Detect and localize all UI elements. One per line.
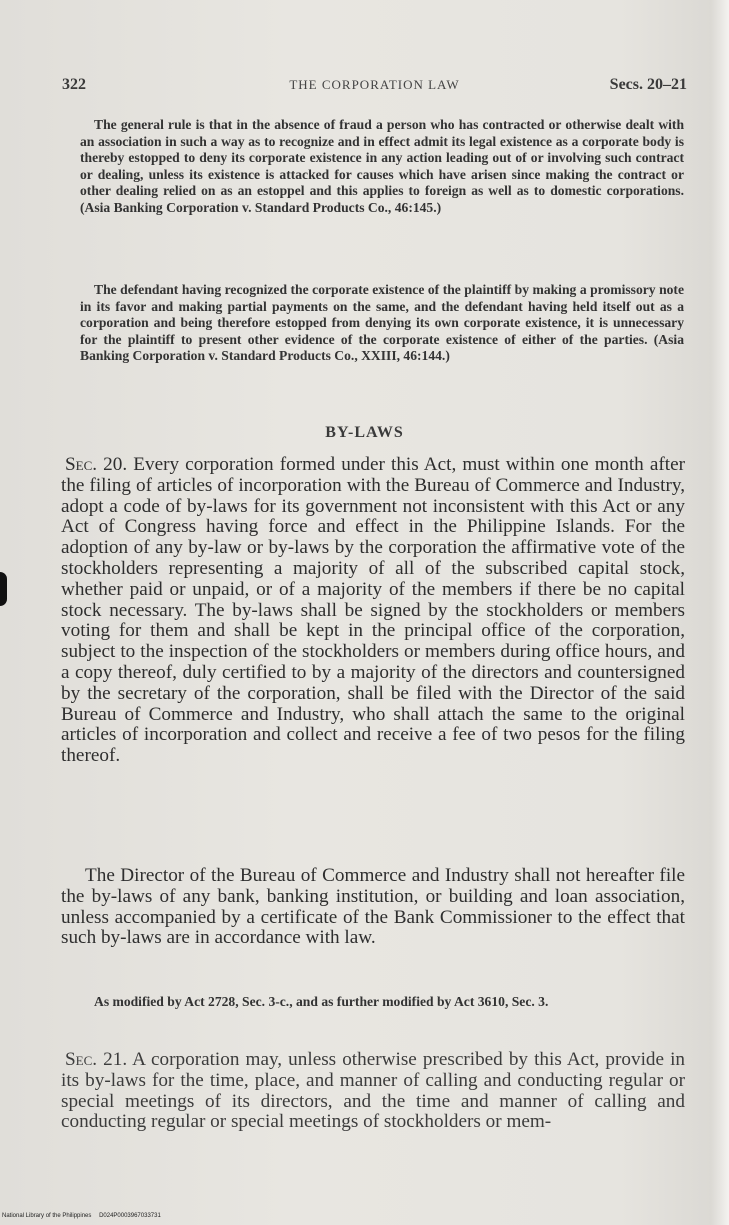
section-20-paragraph bbox=[61, 455, 685, 767]
footer-code: D024P0003967033731 bbox=[99, 1213, 161, 1219]
scan-footer bbox=[2, 1213, 161, 1219]
section-20-paragraph-2: The Director of the Bureau of Commerce and Industry shall not hereafter file the by-laws of any bank, banking institution, or building and loan association, unless accompanied by a certificate of the Bank Commissioner to the effect that such by-laws are in accordance with law. bbox=[61, 865, 685, 949]
amendment-note: As modified by Act 2728, Sec. 3-c., and as further modified by Act 3610, Sec. 3. bbox=[94, 994, 549, 1009]
section-21-label: Sec. 21. bbox=[65, 1049, 128, 1070]
annotation-paragraph-1: The general rule is that in the absence of fraud a person who has contracted or otherwise dealt with an association in such a way as to recognize and in effect admit its legal existence as a corporate body is thereby estopped to deny its corporate existence in any action leading out of or involving such contract or dealing, unless its existence is attacked for causes which have arisen since making the contract or other dealing relied on as an estoppel and this applies to foreign as well as to domestic corporations. (Asia Banking Corporation v. Standard Products Co., 46:145.) bbox=[80, 117, 684, 215]
section-21-paragraph bbox=[61, 1050, 685, 1133]
section-20-label: Sec. 20. bbox=[65, 454, 128, 475]
section-range: Secs. 20–21 bbox=[609, 76, 687, 93]
running-title: THE CORPORATION LAW bbox=[289, 77, 460, 92]
section-21-text: A corporation may, unless otherwise prescribed by this Act, provide in its by-laws for the time, place, and manner of calling and conducting regular or special meetings of its directors, and the time and manner of calling and conducting regular or special meetings of stockholders or mem- bbox=[61, 1049, 685, 1133]
page-number: 322 bbox=[62, 76, 86, 93]
section-20-text: Every corporation formed under this Act, must within one month after the filing of articles of incorporation with the Bureau of Commerce and Industry, adopt a code of by-laws for its government not inconsistent with this Act or any Act of Congress having force and effect in the Philippine Islands. For the adoption of any by-law or by-laws by the corporation the affirmative vote of the stockholders representing a majority of all of the subscribed capital stock, whether paid or unpaid, or of a majority of the members if there be no capital stock necessary. The by-laws shall be signed by the stockholders or members voting for them and shall be kept in the principal office of the corporation, subject to the inspection of the stockholders or members during office hours, and a copy thereof, duly certified to by a majority of the directors and countersigned by the secretary of the corporation, shall be filed with the Director of the said Bureau of Commerce and Industry, who shall attach the same to the original articles of incorporation and collect and receive a fee of two pesos for the filing thereof. bbox=[61, 454, 685, 767]
page-header bbox=[62, 76, 687, 100]
scan-binding-mark bbox=[0, 572, 7, 606]
section-heading: BY-LAWS bbox=[325, 424, 404, 441]
footer-library: National Library of the Philippines bbox=[2, 1213, 92, 1219]
annotation-paragraph-2: The defendant having recognized the corporate existence of the plaintiff by making a promissory note in its favor and making partial payments on the same, and the defendant having held itself out as a corporation and being therefore estopped from denying its own corporate existence, it is unnecessary for the plaintiff to present other evidence of the corporate existence of either of the parties. (Asia Banking Corporation v. Standard Products Co., XXIII, 46:144.) bbox=[80, 282, 684, 364]
